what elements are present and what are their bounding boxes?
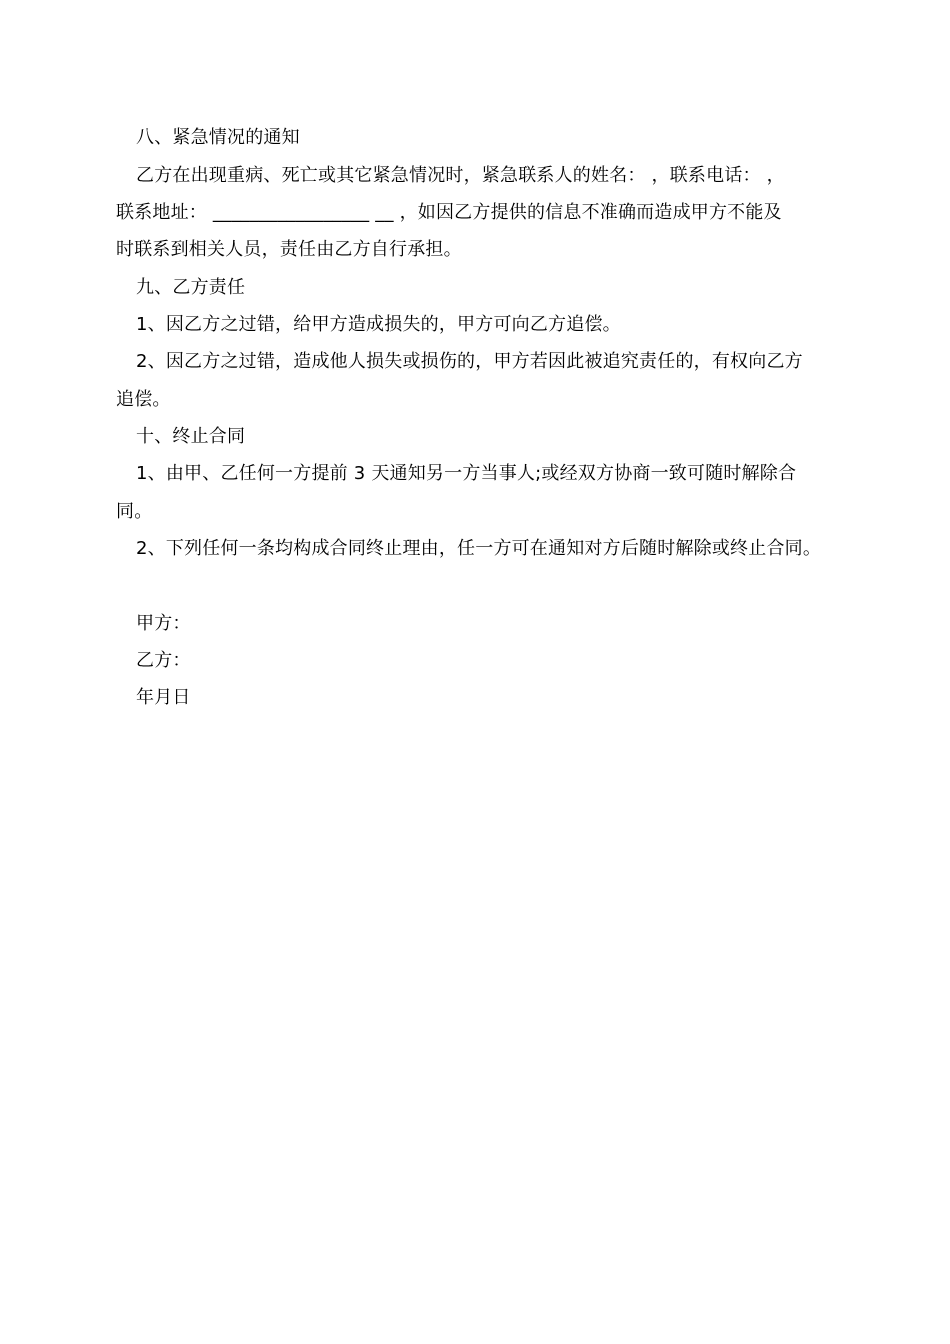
signature-date: 年月日 <box>136 687 191 708</box>
section-10-heading: 十、终止合同 <box>136 426 246 447</box>
signature-party-a: 甲方： <box>136 613 191 634</box>
section-10-item-1-line-2: 同。 <box>116 501 153 522</box>
section-9-item-2-line-1: 2、因乙方之过错，造成他人损失或损伤的，甲方若因此被追究责任的，有权向乙方 <box>136 351 803 372</box>
section-8-paragraph-line-1: 乙方在出现重病、死亡或其它紧急情况时，紧急联系人的姓名： ，联系电话： ， <box>136 165 785 186</box>
section-9-item-1: 1、因乙方之过错，给甲方造成损失的，甲方可向乙方追偿。 <box>136 314 621 335</box>
section-10-item-2: 2、下列任何一条均构成合同终止理由，任一方可在通知对方后随时解除或终止合同。 <box>136 538 822 559</box>
signature-party-b: 乙方： <box>136 650 191 671</box>
section-8-heading: 八、紧急情况的通知 <box>136 127 300 148</box>
section-9-heading: 九、乙方责任 <box>136 277 246 298</box>
section-8-paragraph-line-3: 时联系到相关人员，责任由乙方自行承担。 <box>116 239 462 260</box>
section-10-item-1-line-1: 1、由甲、乙任何一方提前 3 天通知另一方当事人;或经双方协商一致可随时解除合 <box>136 463 797 484</box>
section-8-paragraph-line-2: 联系地址： _________________ __ ，如因乙方提供的信息不准确而造成甲方不能及 <box>116 202 782 223</box>
section-9-item-2-line-2: 追偿。 <box>116 389 171 410</box>
